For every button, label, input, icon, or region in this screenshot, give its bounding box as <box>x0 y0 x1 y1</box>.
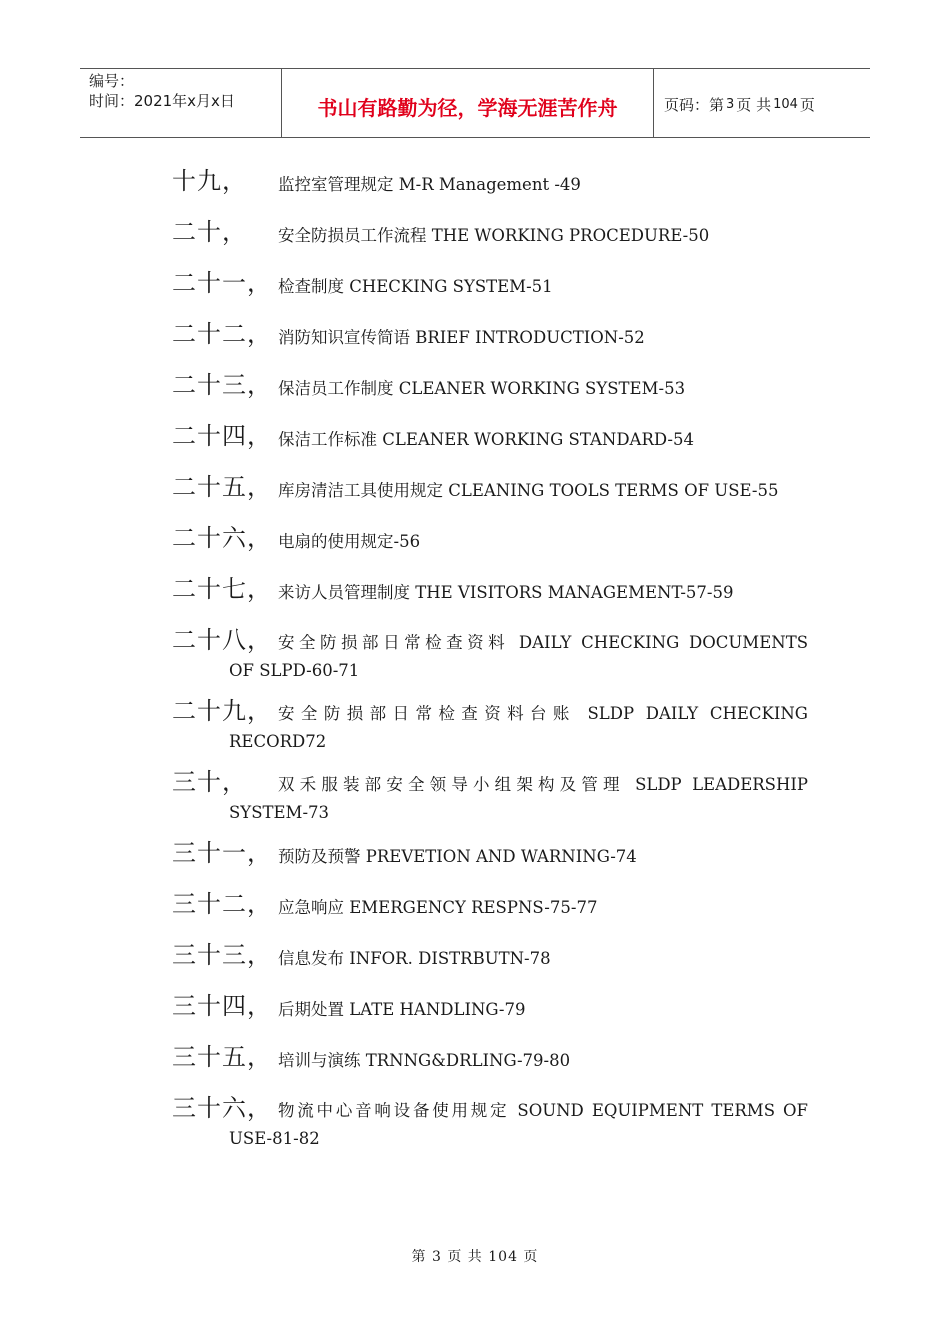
toc-entry <box>172 840 808 873</box>
toc-title: 监控室管理规定 M-R Management -49 <box>278 175 581 194</box>
toc-number: 三十一， <box>172 839 272 867</box>
toc-entry <box>172 891 808 924</box>
toc-title: 培训与演练 TRNNG&DRLING-79-80 <box>278 1051 571 1070</box>
toc-number: 二十五， <box>172 473 272 501</box>
time-label: 时间：2021年x月x日 <box>89 92 235 110</box>
toc-number: 二十三， <box>172 371 272 399</box>
toc-title: 安全防损部日常检查资料 DAILY CHECKING DOCUMENTS <box>278 633 808 652</box>
table-of-contents <box>172 168 808 1166</box>
serial-label: 编号： <box>89 72 135 90</box>
toc-entry <box>172 993 808 1026</box>
toc-title: 保洁员工作制度 CLEANER WORKING SYSTEM-53 <box>278 379 686 398</box>
toc-title: 信息发布 INFOR. DISTRBUTN-78 <box>278 949 551 968</box>
toc-entry <box>172 942 808 975</box>
document-header <box>80 68 870 138</box>
toc-title: 应急响应 EMERGENCY RESPNS-75-77 <box>278 898 598 917</box>
toc-title-continuation: USE-81-82 <box>229 1129 320 1148</box>
toc-entry <box>172 698 808 757</box>
toc-entry <box>172 372 808 405</box>
page-footer: 第 3 页 共 104 页 <box>411 1249 539 1265</box>
toc-title: 电扇的使用规定-56 <box>278 532 421 551</box>
toc-number: 二十七， <box>172 575 272 603</box>
toc-number: 二十六， <box>172 524 272 552</box>
toc-entry <box>172 1044 808 1077</box>
toc-title: 预防及预警 PREVETION AND WARNING-74 <box>278 847 637 866</box>
toc-title: 安全防损员工作流程 THE WORKING PROCEDURE-50 <box>278 226 710 245</box>
page-suffix: 页 <box>799 95 815 114</box>
toc-title-continuation: OF SLPD-60-71 <box>229 661 360 680</box>
toc-title: 保洁工作标准 CLEANER WORKING STANDARD-54 <box>278 430 694 449</box>
header-motto: 书山有路勤为径，学海无涯苦作舟 <box>282 69 654 137</box>
page-prefix: 页码：第 <box>664 95 725 114</box>
toc-entry <box>172 769 808 828</box>
toc-entry <box>172 576 808 609</box>
toc-entry <box>172 321 808 354</box>
toc-number: 三十四， <box>172 992 272 1020</box>
toc-number: 三十， <box>172 768 247 796</box>
toc-entry <box>172 168 808 201</box>
page-mid: 页 共 <box>736 95 772 114</box>
header-page-info <box>654 69 870 137</box>
toc-title: 安全防损部日常检查资料台账 SLDP DAILY CHECKING <box>278 704 808 723</box>
toc-entry <box>172 219 808 252</box>
toc-entry <box>172 1095 808 1154</box>
toc-title: 物流中心音响设备使用规定 SOUND EQUIPMENT TERMS OF <box>278 1101 808 1120</box>
toc-title: 消防知识宣传简语 BRIEF INTRODUCTION-52 <box>278 328 645 347</box>
toc-number: 三十六， <box>172 1094 272 1122</box>
toc-entry <box>172 423 808 456</box>
page-total: 104 <box>773 96 798 112</box>
toc-number: 二十， <box>172 218 247 246</box>
toc-title: 后期处置 LATE HANDLING-79 <box>278 1000 526 1019</box>
toc-title: 库房清洁工具使用规定 CLEANING TOOLS TERMS OF USE-55 <box>278 481 779 500</box>
toc-entry <box>172 474 808 507</box>
toc-number: 二十二， <box>172 320 272 348</box>
header-meta <box>80 69 282 137</box>
toc-number: 二十八， <box>172 626 272 654</box>
toc-number: 三十二， <box>172 890 272 918</box>
toc-number: 二十一， <box>172 269 272 297</box>
toc-entry <box>172 270 808 303</box>
toc-number: 二十九， <box>172 697 272 725</box>
page-current: 3 <box>726 96 735 112</box>
toc-entry <box>172 525 808 558</box>
toc-title-continuation: RECORD72 <box>229 732 327 751</box>
toc-number: 三十三， <box>172 941 272 969</box>
toc-number: 二十四， <box>172 422 272 450</box>
toc-number: 十九， <box>172 167 247 195</box>
toc-entry <box>172 627 808 686</box>
toc-number: 三十五， <box>172 1043 272 1071</box>
toc-title: 双禾服装部安全领导小组架构及管理 SLDP LEADERSHIP <box>278 775 808 794</box>
toc-title: 检查制度 CHECKING SYSTEM-51 <box>278 277 553 296</box>
toc-title-continuation: SYSTEM-73 <box>229 803 330 822</box>
toc-title: 来访人员管理制度 THE VISITORS MANAGEMENT-57-59 <box>278 583 734 602</box>
